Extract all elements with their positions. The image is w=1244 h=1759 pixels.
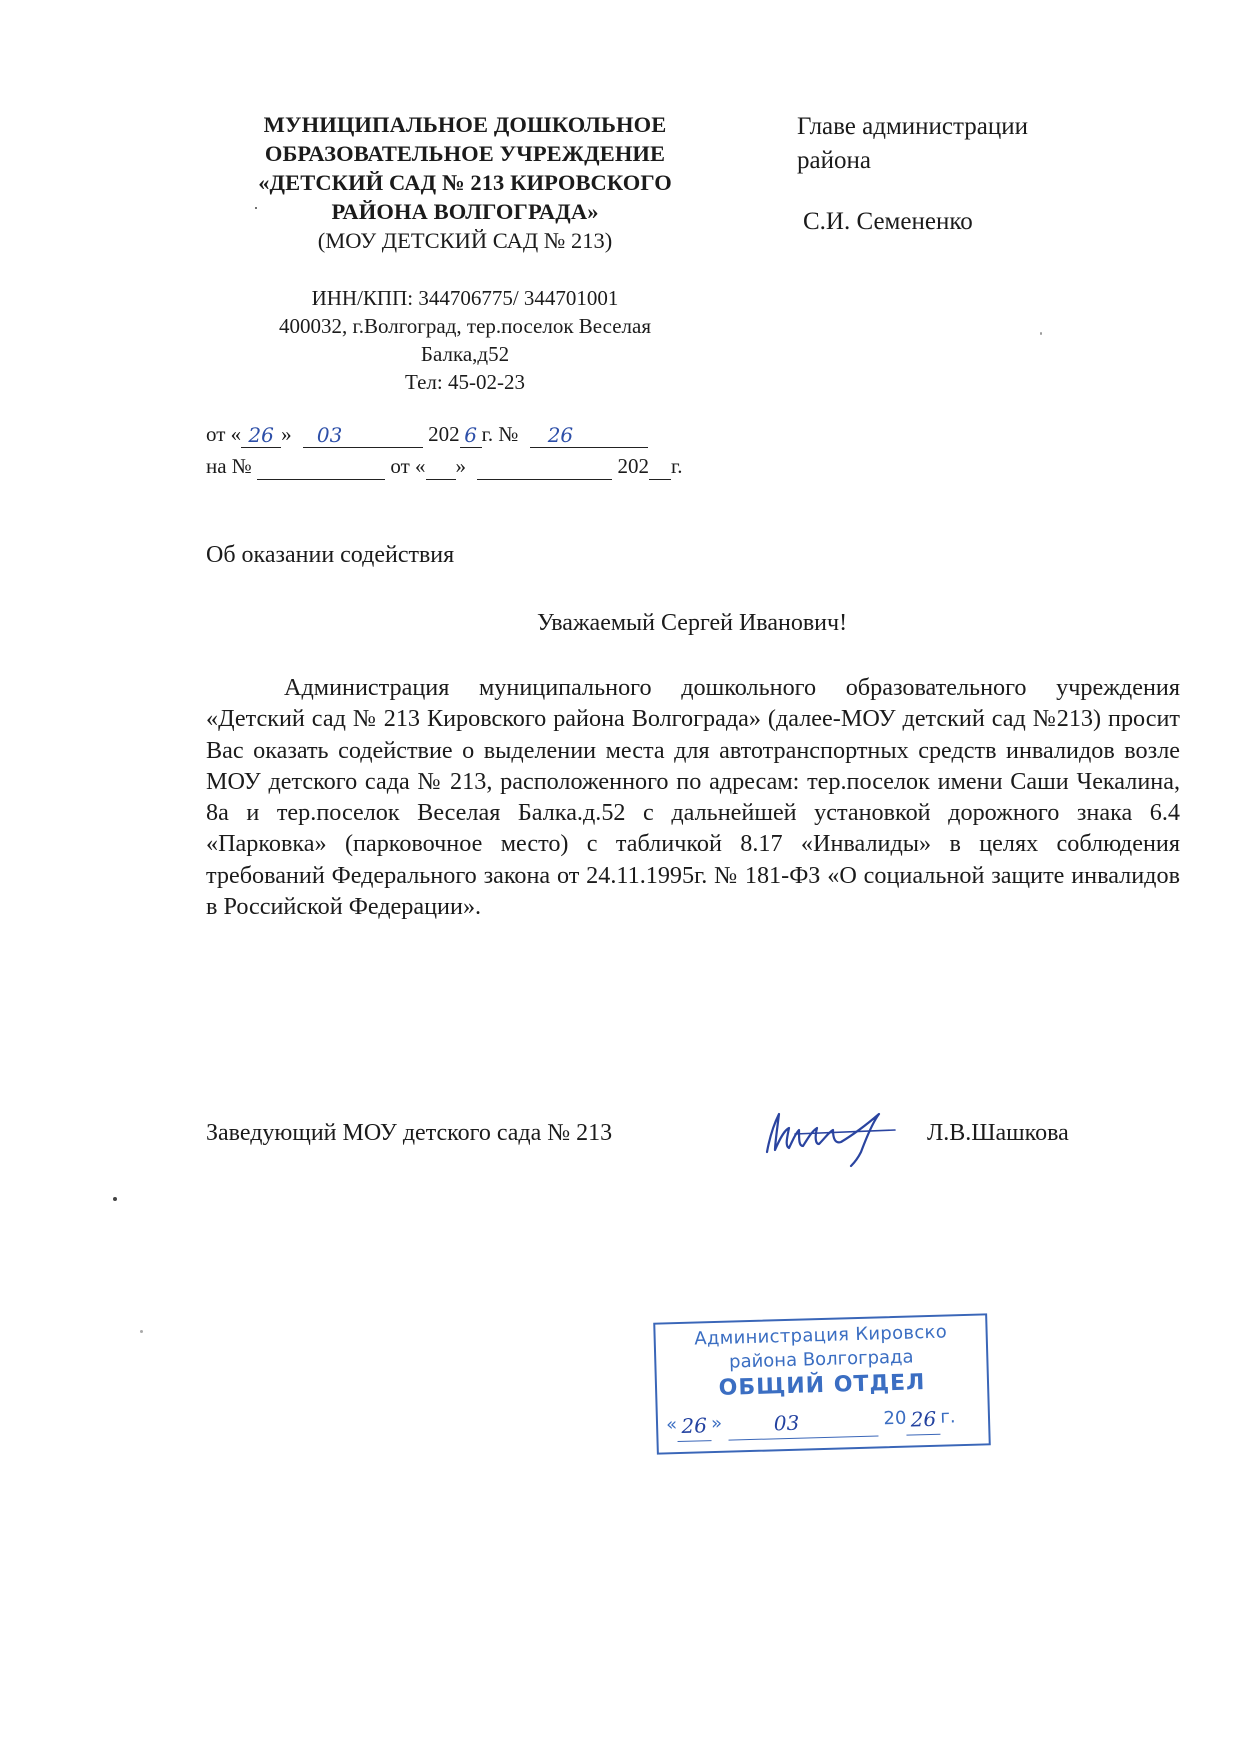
stamp-month-field [727, 1405, 878, 1440]
scan-speck [113, 1197, 117, 1201]
inn-kpp: ИНН/КПП: 344706775/ 344701001 [311, 286, 619, 310]
letter-body: Администрация муниципального дошкольного образовательного учреждения «Детский сад № 213 Кировского района Волгограда» (далее-МОУ детский сад №213) просит Вас оказать содействие о выделении места для автотранспортных средств инвалидов возле МОУ детского сада № 213, расположенного по адресам: тер.поселок имени Саши Чекалина, 8а и тер.поселок Веселая Балка.д.52 с дальнейшей установкой дорожного знака 6.4 «Парковка» (парковочное место) с табличкой 8.17 «Инвалиды» в целях соблюдения требований Федерального закона от 24.11.1995г. № 181-ФЗ «О социальной защите инвалидов в Российской Федерации». [206, 674, 1180, 921]
stamp-handwritten-day: 26 [681, 1413, 708, 1438]
sender-requisites [230, 284, 700, 396]
ref-year-suffix: г. [671, 454, 683, 478]
ref-month-field [477, 455, 612, 480]
stamp-handwritten-year: 26 [910, 1406, 937, 1432]
handwritten-month: 03 [316, 423, 343, 447]
number-field [530, 423, 648, 448]
stamp-year-field [906, 1404, 941, 1436]
ref-number-label: на № [206, 454, 252, 478]
ref-from-label: от « [390, 454, 426, 478]
handwritten-number: 26 [547, 423, 574, 447]
addressee-position: района [797, 147, 871, 174]
scan-speck [1040, 332, 1042, 335]
stamp-handwritten-month: 03 [773, 1410, 800, 1436]
ref-quote-close: » [455, 454, 467, 478]
stamp-date-line [658, 1399, 989, 1442]
year-suffix: г. № [481, 422, 519, 446]
addressee-position: Главе администрации [797, 113, 1028, 140]
stamp-line: района Волгограда [728, 1346, 914, 1373]
ref-day-field [426, 455, 456, 480]
phone: Тел: 45-02-23 [405, 370, 525, 394]
reference-registration-line [206, 452, 683, 480]
ref-year-prefix: 202 [617, 454, 650, 478]
stamp-quote-close: » [710, 1412, 723, 1435]
stamp-year-suffix: г. [940, 1406, 956, 1428]
org-name-line: РАЙОНА ВОЛГОГРАДА» [331, 199, 599, 224]
org-name-line: ОБРАЗОВАТЕЛЬНОЕ УЧРЕЖДЕНИЕ [264, 141, 666, 166]
stamp-quote-open: « [665, 1414, 678, 1436]
addressee-name: С.И. Семененко [803, 208, 973, 235]
org-name-line: МУНИЦИПАЛЬНОЕ ДОШКОЛЬНОЕ [263, 112, 667, 137]
from-label: от « [206, 422, 242, 446]
ref-number-field [257, 455, 385, 480]
handwritten-year: 6 [464, 423, 478, 447]
month-field [303, 423, 423, 448]
signatory-title: Заведующий МОУ детского сада № 213 [206, 1120, 613, 1146]
quote-close: » [281, 422, 292, 446]
addressee-block [797, 110, 1028, 239]
year-field [460, 423, 482, 448]
scan-speck [255, 207, 257, 209]
salutation: Уважаемый Сергей Иванович! [537, 610, 848, 636]
address-line: 400032, г.Волгоград, тер.поселок Веселая [279, 314, 651, 338]
year-prefix: 202 [428, 422, 460, 446]
day-field [241, 423, 281, 448]
outgoing-registration-line [206, 420, 648, 448]
handwritten-signature [755, 1100, 905, 1170]
org-name-line: «ДЕТСКИЙ САД № 213 КИРОВСКОГО [258, 170, 672, 195]
address-line: Балка,д52 [420, 342, 510, 366]
incoming-registration-stamp [653, 1313, 991, 1454]
signatory-name: Л.В.Шашкова [927, 1120, 1069, 1146]
sender-org-header [230, 110, 700, 255]
stamp-day-field [677, 1410, 712, 1442]
org-short-name: (МОУ ДЕТСКИЙ САД № 213) [317, 228, 613, 253]
handwritten-day: 26 [248, 423, 274, 447]
ref-year-field [649, 455, 671, 480]
stamp-year-prefix: 20 [883, 1407, 907, 1430]
letter-subject: Об оказании содействия [206, 542, 455, 568]
stamp-department: ОБЩИЙ ОТДЕЛ [718, 1370, 926, 1401]
scan-speck [140, 1330, 143, 1333]
stamp-line: Администрация Кировско [694, 1321, 948, 1350]
